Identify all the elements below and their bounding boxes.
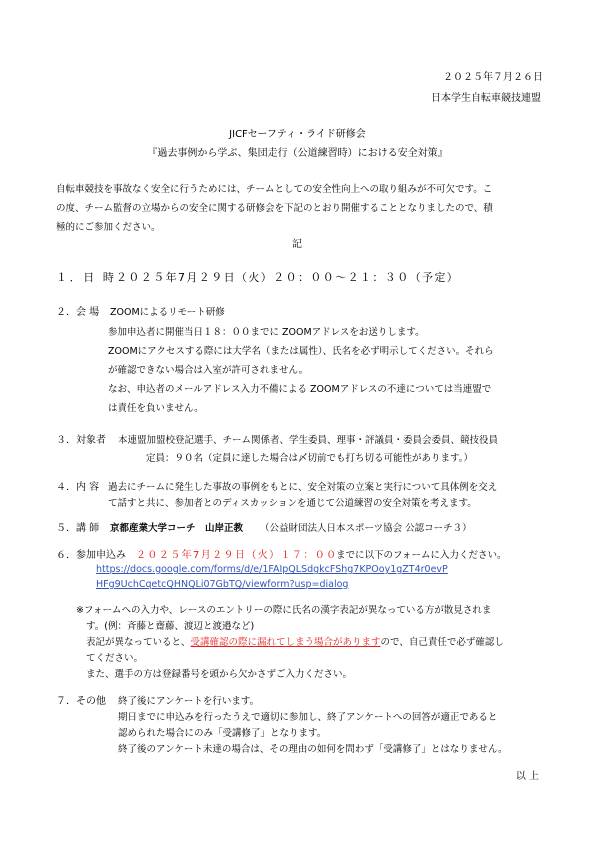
section-4-line-2: て話すと共に、参加者とのディスカッションを通じて公道練習の安全対策を考えます。 <box>108 498 477 509</box>
note-line-3-prefix: 表記が異なっていると、 <box>86 637 191 648</box>
note-line-3 <box>86 638 504 648</box>
lecturer-name: 京都産業大学コーチ 山岸正教 <box>110 523 244 534</box>
section-3-capacity: 定員：９０名（定員に達した場合は〆切前でも打ち切る可能性があります。） <box>146 453 473 464</box>
section-4-line-1: 過去にチームに発生した事故の事例をもとに、安全対策の立案と実行について具体例を交え <box>108 482 498 493</box>
lecturer-credential: （公益財団法人日本スポーツ協会 公認コーチ３） <box>260 523 472 534</box>
note-line-3-suffix: ので、自己責任で必ず確認し <box>380 637 504 648</box>
closing-mark: 以 上 <box>515 771 539 782</box>
document-title: JICFセーフティ・ライド研修会 <box>229 129 366 140</box>
intro-line-1: 自転車競技を事故なく安全に行うためには、チームとしての安全性向上への取り組みが不可欠です。こ <box>56 184 493 195</box>
intro-line-2: の度、チーム監督の立場からの安全に関する研修会を下記のとおり開催することとなりましたので、積 <box>56 203 493 214</box>
section-7-line-2: 期日までに申込みを行ったうえで適切に参加し、終了アンケートへの回答が適正であると <box>118 712 498 723</box>
application-deadline: ２０２５年7月２９日（火）１７：００ <box>136 550 338 561</box>
section-3-audience: 本連盟加盟校登記選手、チーム関係者、学生委員、理事・評議員・委員会委員、競技役員 <box>118 435 499 446</box>
section-5-label: ５．講 師 <box>56 523 100 534</box>
section-2-line: 参加申込者に開催当日１８：００までに ZOOMアドレスをお送りします。 <box>108 327 425 338</box>
form-url-line-2[interactable]: HFg9UchCqetcQHNQLi07GbTQ/viewform?usp=dialog <box>96 579 349 590</box>
note-warning-text: 受講確認の際に漏れてしまう場合があります <box>190 637 381 648</box>
note-line-2: す。(例：斉藤と齋藤、渡辺と渡邉など) <box>86 621 255 632</box>
note-line-4: てください。 <box>86 653 144 664</box>
deadline-suffix: までに以下のフォームに入力ください。 <box>336 550 507 561</box>
section-2-line: が確認できない場合は入室が許可されません。 <box>108 365 309 376</box>
section-6-label: ６．参加申込み <box>56 550 126 561</box>
section-7-line-3: 認められた場合にのみ「受講修了」となります。 <box>118 728 327 739</box>
ki-marker: 記 <box>292 239 302 250</box>
form-url-line-1[interactable]: https://docs.google.com/forms/d/e/1FAIpQLSdgkcFShg7KPOoy1gZT4r0evP <box>96 564 448 575</box>
document-date: ２０２５年７月２６日 <box>443 72 543 83</box>
section-2-line: ZOOMにアクセスする際には大学名（または属性）、氏名を必ず明示してください。それら <box>108 346 494 357</box>
note-line-5: また、選手の方は登録番号を頭から欠かさずご入力ください。 <box>86 669 353 680</box>
note-line-1: ※フォームへの入力や、レースのエントリーの際に氏名の漢字表記が異なっている方が散見されま <box>76 605 492 616</box>
section-7-line-4: 終了後のアンケート未達の場合は、その理由の如何を問わず「受講修了」とはなりません。 <box>118 744 508 755</box>
document-subtitle: 『過去事例から学ぶ、集団走行（公道練習時）における安全対策』 <box>147 148 448 159</box>
section-1-datetime: ２０２５年7月２９日（火）２０：００～２１：３０（予定） <box>116 271 460 284</box>
section-2-venue: ZOOMによるリモート研修 <box>110 307 225 318</box>
intro-line-3: 極的にご参加ください。 <box>56 222 161 233</box>
section-2-line: は責任を負いません。 <box>108 403 204 414</box>
organization-name: 日本学生自転車競技連盟 <box>431 93 541 104</box>
section-2-label: ２．会 場 <box>56 307 100 318</box>
section-7-line-1: 終了後にアンケートを行います。 <box>118 696 260 707</box>
section-3-label: ３．対象者 <box>56 435 106 446</box>
section-4-label: ４．内 容 <box>56 482 100 493</box>
section-1-label: １．日 時 <box>56 271 117 284</box>
section-7-label: ７．その他 <box>56 696 106 707</box>
section-2-line: なお、申込者のメールアドレス入力不備による ZOOMアドレスの不達については当連盟で <box>108 384 492 395</box>
